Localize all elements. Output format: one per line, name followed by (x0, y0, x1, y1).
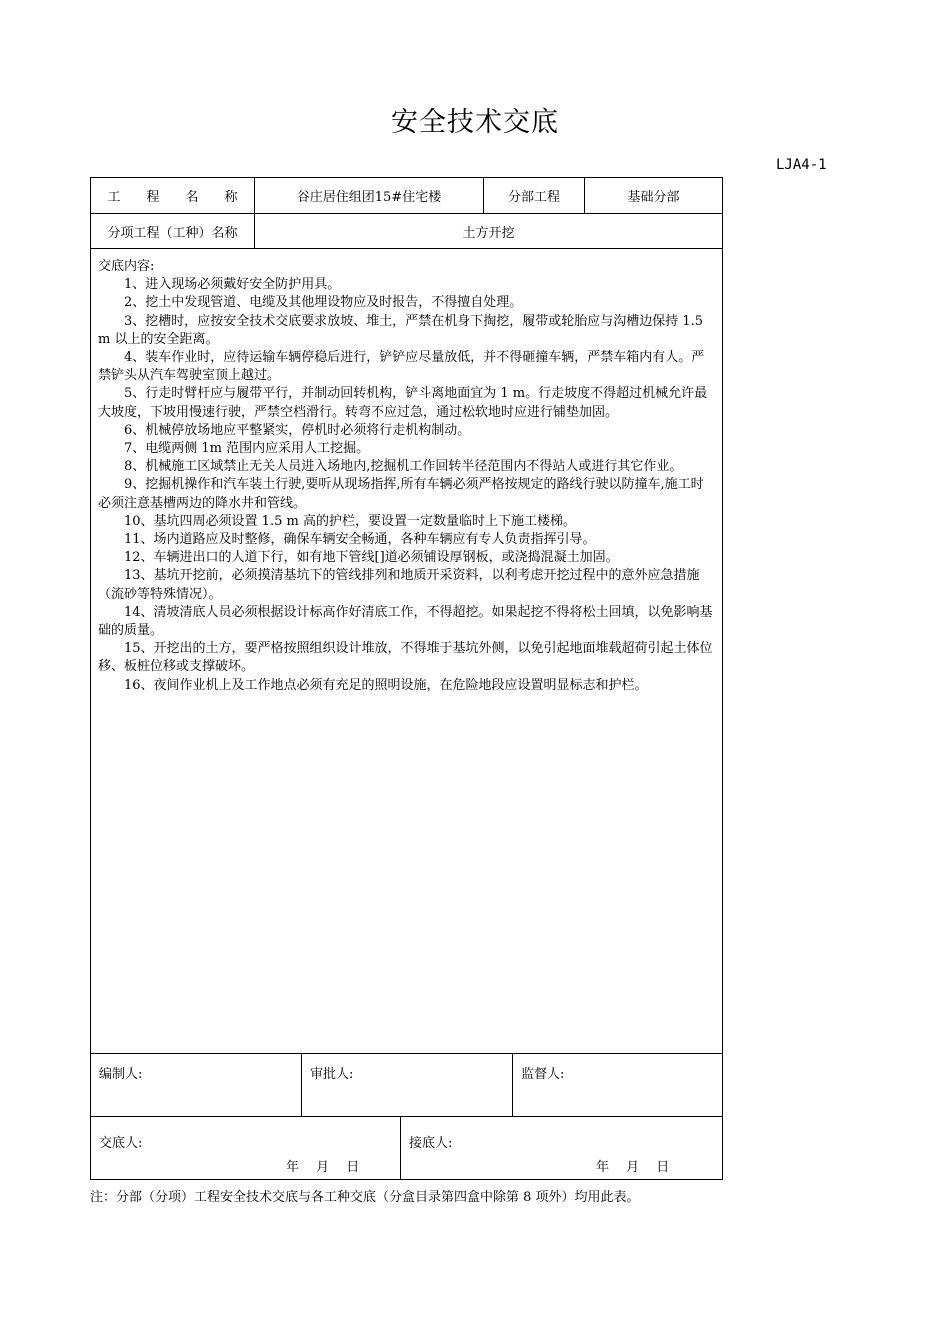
content-item-4: 4、装车作业时，应待运输车辆停稳后进行，铲铲应尽量放低，并不得砸撞车辆，严禁车箱内有人。严禁铲头从汽车驾驶室顶上越过。 (98, 350, 705, 384)
discloser-label: 交底人: (99, 1136, 143, 1151)
content-item-2: 2、挖土中发现管道、电缆及其他埋设物应及时报告，不得擅自处理。 (124, 295, 523, 311)
content-item-14: 14、清坡清底人员必须根据设计标高作好清底工作，不得超挖。如果起挖不得将松土回填，以免影响基础的质量。 (98, 604, 713, 639)
content-heading: 交底内容: (98, 259, 155, 274)
receiver-label: 接底人: (409, 1136, 453, 1151)
date-right: 年 月 日 (596, 1160, 670, 1175)
content-item-8: 8、机械施工区域禁止无关人员进入场地内,挖掘机工作回转半径范围内不得站人或进行其它作业。 (124, 459, 683, 475)
page-title: 安全技术交底 (391, 107, 559, 138)
content-item-11: 11、场内道路应及时整修，确保车辆安全畅通，各种车辆应有专人负责指挥引导。 (124, 532, 596, 548)
division-value: 基础分部 (627, 190, 680, 205)
content-item-13: 13、基坑开挖前，必须摸清基坑下的管线排列和地质开采资料，以利考虑开挖过程中的意外应急措施（流砂等特殊情况）。 (98, 568, 700, 602)
supervisor-label: 监督人: (521, 1067, 565, 1082)
content-item-3: 3、挖槽时，应按安全技术交底要求放坡、堆土，严禁在机身下掏挖，履带或轮胎应与沟槽边保持 1.5 m 以上的安全距离。 (98, 313, 704, 347)
col-divider-sig-3 (400, 1116, 401, 1180)
date-left: 年 月 日 (286, 1160, 360, 1175)
content-item-5: 5、行走时臂杆应与履带平行，并制动回转机构，铲斗离地面宜为 1 m。行走坡度不得超过机械允许最大坡度，下坡用慢速行驶，严禁空档滑行。转弯不应过急，通过松软地时应进行铺垫加固。 (98, 386, 708, 420)
content-item-9: 9、挖掘机操作和汽车装土行驶,要听从现场指挥,所有车辆必须严格按规定的路线行驶以防撞车,施工时必须注意基槽两边的降水井和管线。 (98, 477, 704, 511)
row-divider-4 (90, 1116, 723, 1117)
content-item-15: 15、开挖出的土方，要严格按照组织设计堆放，不得堆于基坑外侧，以免引起地面堆载超荷引起土体位移、板桩位移或支撑破坏。 (98, 641, 713, 675)
approver-label: 审批人: (310, 1067, 354, 1082)
form-code: LJA4-1 (776, 157, 827, 173)
content-item-1: 1、进入现场必须戴好安全防护用具。 (124, 277, 341, 293)
compiler-label: 编制人: (99, 1067, 143, 1082)
project-name-label: 工 程 名 称 (107, 190, 238, 205)
content-item-12: 12、车辆进出口的人道下行，如有地下管线[]道必须铺设厚钢板，或浇捣混凝土加固。 (124, 550, 619, 566)
row-divider-2 (90, 248, 723, 249)
division-label: 分部工程 (507, 190, 560, 205)
col-divider-sig-2 (512, 1053, 513, 1116)
row-divider-3 (90, 1053, 723, 1054)
content-item-7: 7、电缆两侧 1m 范围内应采用人工挖掘。 (124, 441, 370, 457)
project-name-value: 谷庄居住组团15#住宅楼 (296, 190, 442, 205)
disclosure-content (98, 258, 716, 695)
footnote: 注：分部（分项）工程安全技术交底与各工种交底（分盒目录第四盒中除第 8 项外）均用此表。 (90, 1190, 640, 1205)
col-divider-sig-1 (301, 1053, 302, 1116)
subitem-label: 分项工程（工种）名称 (107, 225, 238, 241)
content-item-16: 16、夜间作业机上及工作地点必须有充足的照明设施，在危险地段应设置明显标志和护栏。 (124, 677, 648, 693)
content-item-10: 10、基坑四周必须设置 1.5 m 高的护栏，要设置一定数量临时上下施工楼梯。 (124, 513, 576, 529)
content-item-6: 6、机械停放场地应平整紧实，停机时必须将行走机构制动。 (124, 422, 471, 438)
subitem-value: 土方开挖 (462, 225, 515, 241)
